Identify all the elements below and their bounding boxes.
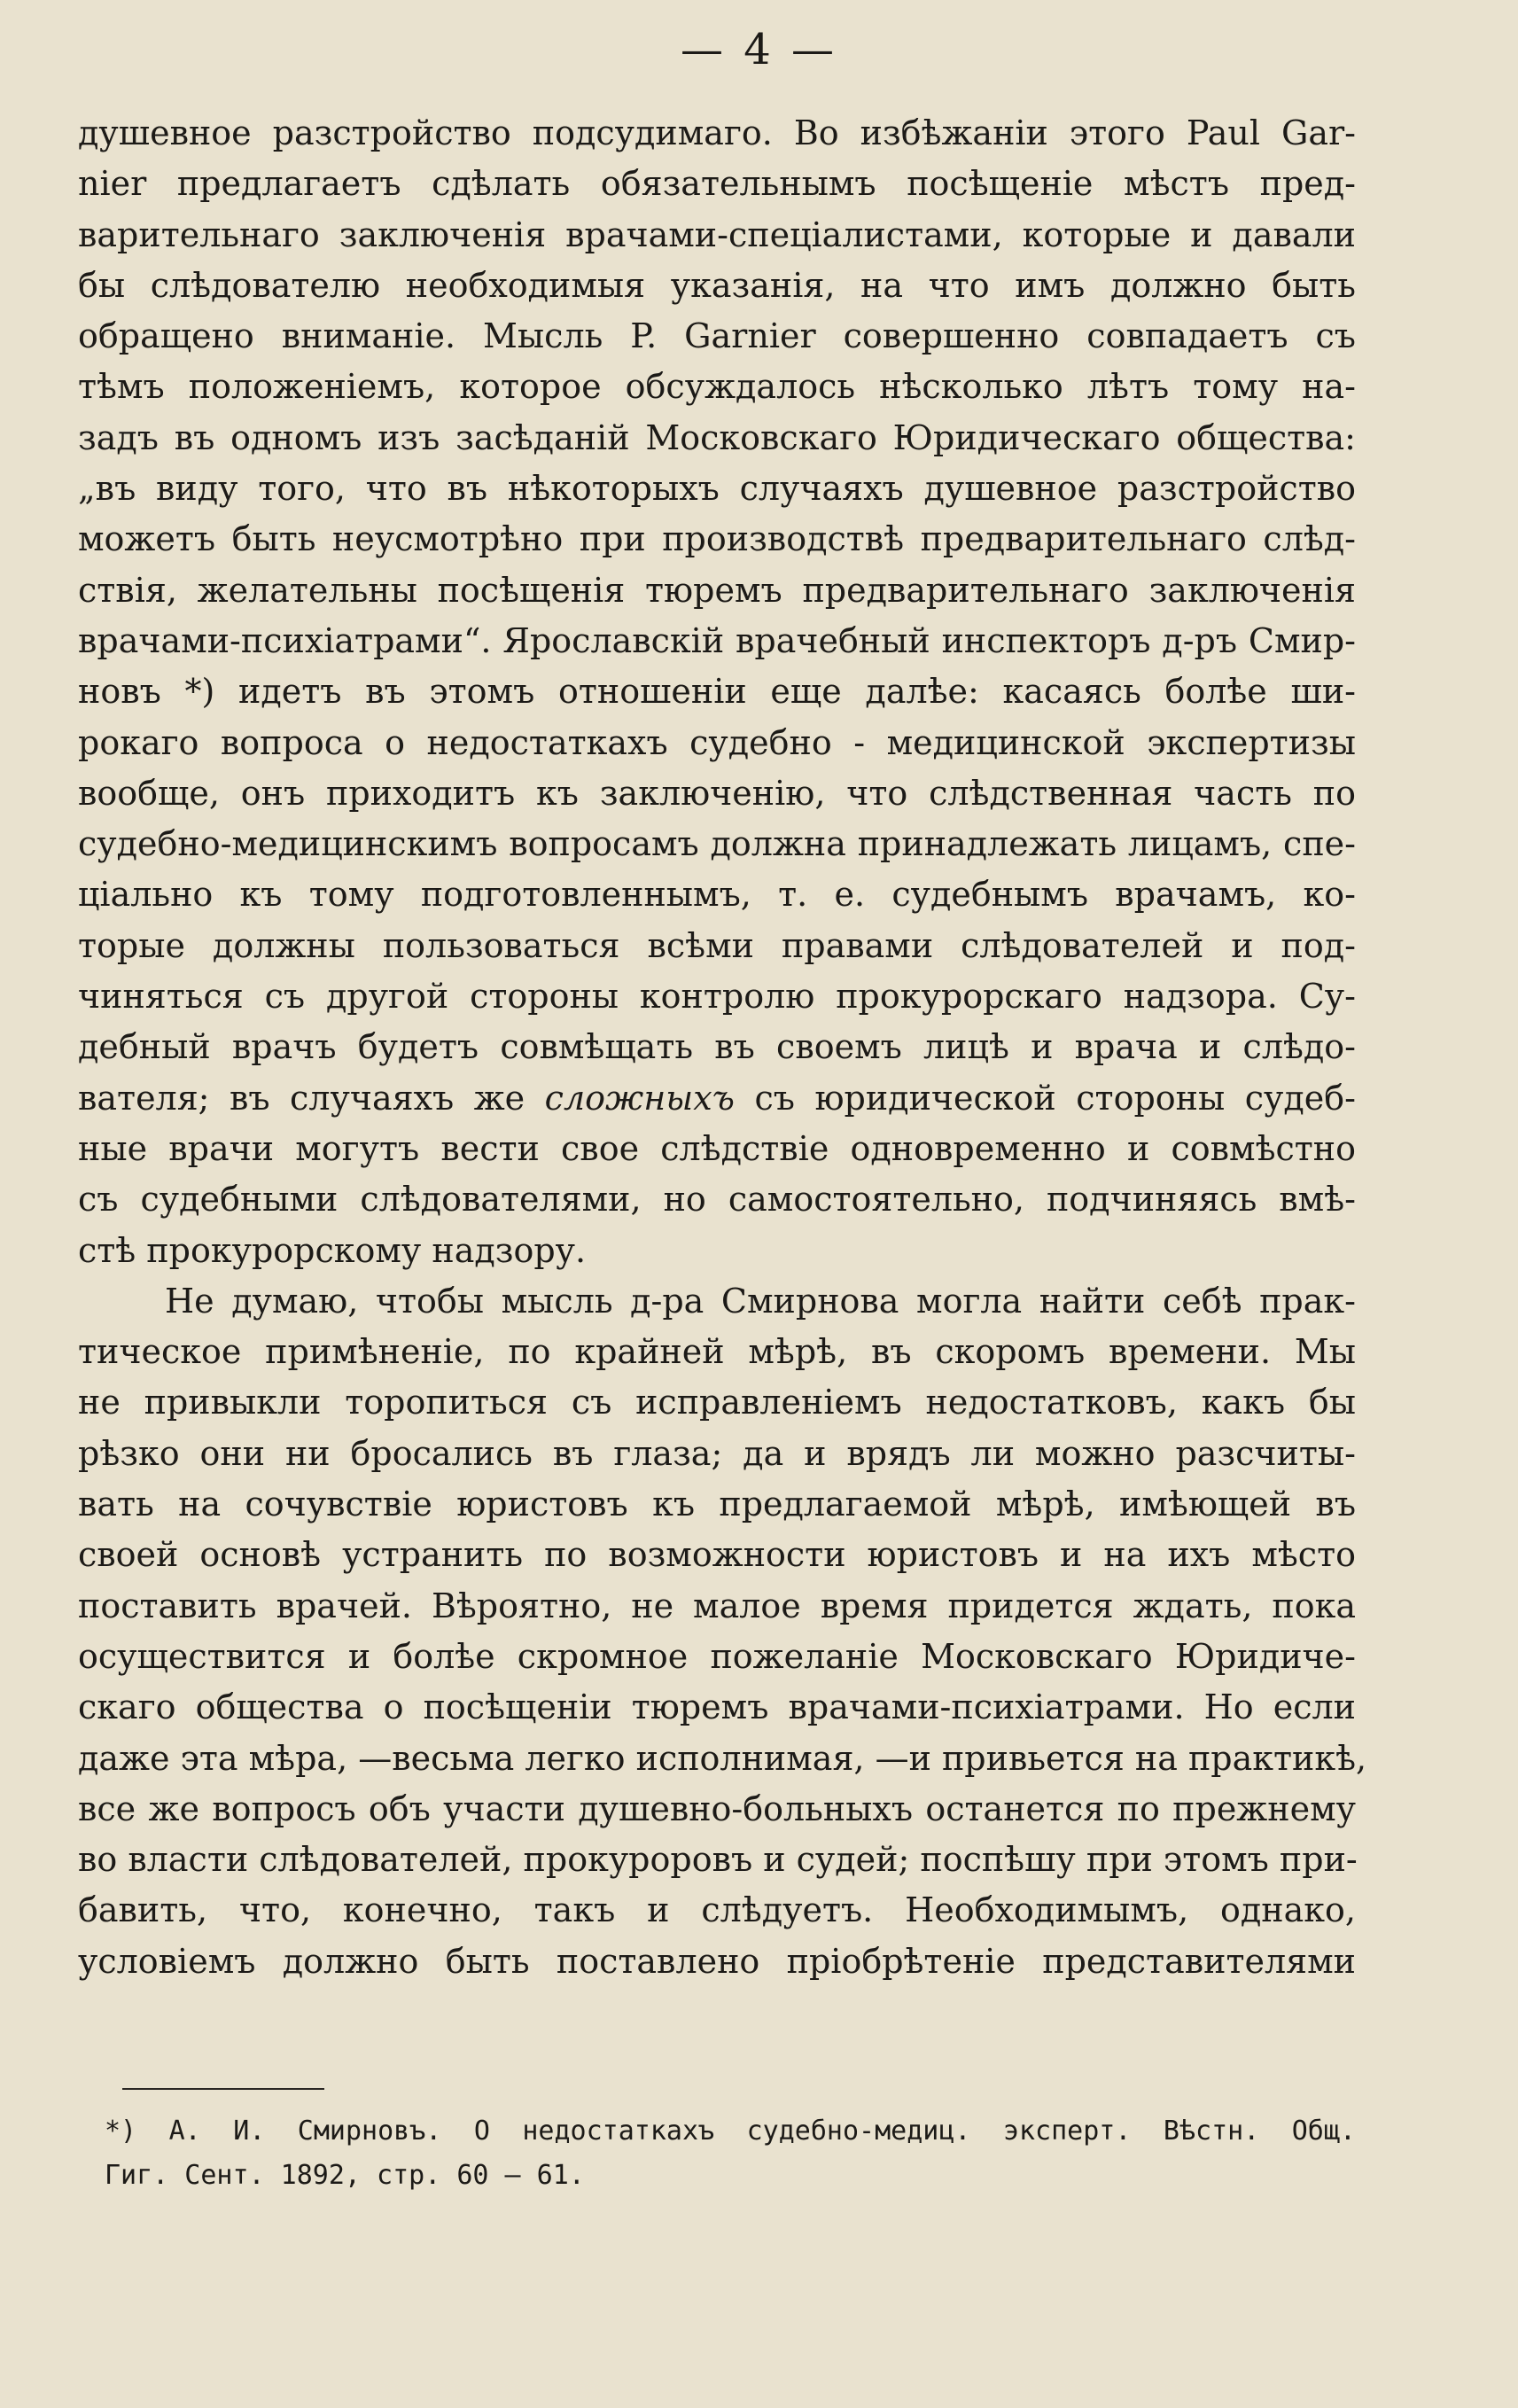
text-line: рѣзко они ни бросались въ глаза; да и врядъ ли можно разсчиты- <box>78 1433 1356 1473</box>
text-line: поставить врачей. Вѣроятно, не малое время придется ждать, пока <box>78 1586 1356 1625</box>
text-line: вать на сочувствіе юристовъ къ предлагаемой мѣрѣ, имѣющей въ <box>78 1485 1356 1524</box>
text-line: тѣмъ положеніемъ, которое обсуждалось нѣсколько лѣтъ тому на- <box>78 367 1356 407</box>
text-line: новъ *) идетъ въ этомъ отношеніи еще далѣе: касаясь болѣе ши- <box>78 672 1356 712</box>
footnote <box>105 2109 1356 2198</box>
text-line: стѣ прокурорскому надзору. <box>78 1230 587 1270</box>
text-line: рокаго вопроса о недостаткахъ судебно - медицинской экспертизы <box>78 722 1356 762</box>
footnote-line: Гиг. Сент. 1892, стр. 60 — 61. <box>105 2160 585 2191</box>
text-line: можетъ быть неусмотрѣно при производствѣ предварительнаго слѣд- <box>78 519 1356 559</box>
text-line: условіемъ должно быть поставлено пріобрѣтеніе представителями <box>78 1941 1356 1981</box>
text-line: торые должны пользоваться всѣми правами слѣдователей и под- <box>78 925 1356 965</box>
text-line: скаго общества о посѣщеніи тюремъ врачами-психіатрами. Но если <box>78 1687 1356 1727</box>
text-line: осуществится и болѣе скромное пожеланіе Московскаго Юридиче- <box>78 1636 1356 1676</box>
text-line: бы слѣдователю необходимыя указанія, на что имъ должно быть <box>78 265 1356 305</box>
text-line: ные врачи могутъ вести свое слѣдствіе одновременно и совмѣстно <box>78 1128 1356 1168</box>
text-line: дебный врачъ будетъ совмѣщать въ своемъ лицѣ и врача и слѣдо- <box>78 1027 1356 1067</box>
text-line: душевное разстройство подсудимаго. Во избѣжаніи этого Paul Gar- <box>78 113 1356 152</box>
emphasized-word: сложныхъ <box>544 1078 735 1118</box>
footnote-line: *) А. И. Смирновъ. О недостаткахъ судебно-медиц. эксперт. Вѣстн. Общ. <box>105 2116 1356 2147</box>
text-line: бавить, что, конечно, такъ и слѣдуетъ. Необходимымъ, однако, <box>78 1890 1356 1930</box>
text-line: варительнаго заключенія врачами-спеціалистами, которые и давали <box>78 214 1356 254</box>
text-line: даже эта мѣра, —весьма легко исполнимая, —и привьется на практикѣ, <box>78 1738 1367 1778</box>
text-line: вообще, онъ приходитъ къ заключенію, что слѣдственная часть по <box>78 773 1356 813</box>
page-number: — 4 — <box>680 25 838 74</box>
text-segment: съ юридической стороны судеб- <box>754 1078 1356 1118</box>
text-line: во власти слѣдователей, прокуроровъ и судей; поспѣшу при этомъ при- <box>78 1840 1358 1880</box>
text-line: все же вопросъ объ участи душевно-больныхъ останется по прежнему <box>78 1788 1356 1828</box>
text-line: обращено вниманіе. Мысль P. Garnier совершенно совпадаетъ съ <box>78 316 1356 356</box>
text-line: судебно-медицинскимъ вопросамъ должна принадлежать лицамъ, спе- <box>78 824 1356 864</box>
text-line: задъ въ одномъ изъ засѣданій Московскаго Юридическаго общества: <box>78 417 1356 457</box>
text-segment: вателя; въ случаяхъ же <box>78 1078 525 1118</box>
text-line: nier предлагаетъ сдѣлать обязательнымъ посѣщеніе мѣстъ пред- <box>78 164 1356 204</box>
text-line: съ судебными слѣдователями, но самостоятельно, подчиняясь вмѣ- <box>78 1180 1356 1220</box>
paragraph-first-line: Не думаю, чтобы мысль д-ра Смирнова могла найти себѣ прак- <box>165 1281 1356 1321</box>
text-line: не привыкли торопиться съ исправленіемъ недостатковъ, какъ бы <box>78 1383 1356 1422</box>
text-line: ствія, желательны посѣщенія тюремъ предварительнаго заключенія <box>78 570 1356 610</box>
text-line: ціально къ тому подготовленнымъ, т. е. судебнымъ врачамъ, ко- <box>78 875 1356 915</box>
text-line: врачами-психіатрами“. Ярославскій врачебный инспекторъ д-ръ Смир- <box>78 620 1356 660</box>
footnote-divider <box>122 2088 324 2090</box>
text-line: „въ виду того, что въ нѣкоторыхъ случаяхъ душевное разстройство <box>78 469 1356 509</box>
text-line: чиняться съ другой стороны контролю прокурорскаго надзора. Су- <box>78 977 1356 1017</box>
text-line-with-emphasis <box>78 1073 1356 1124</box>
body-text <box>78 108 1367 1987</box>
text-line: тическое примѣненіе, по крайней мѣрѣ, въ скоромъ времени. Мы <box>78 1332 1356 1372</box>
text-line: своей основѣ устранить по возможности юристовъ и на ихъ мѣсто <box>78 1535 1356 1575</box>
